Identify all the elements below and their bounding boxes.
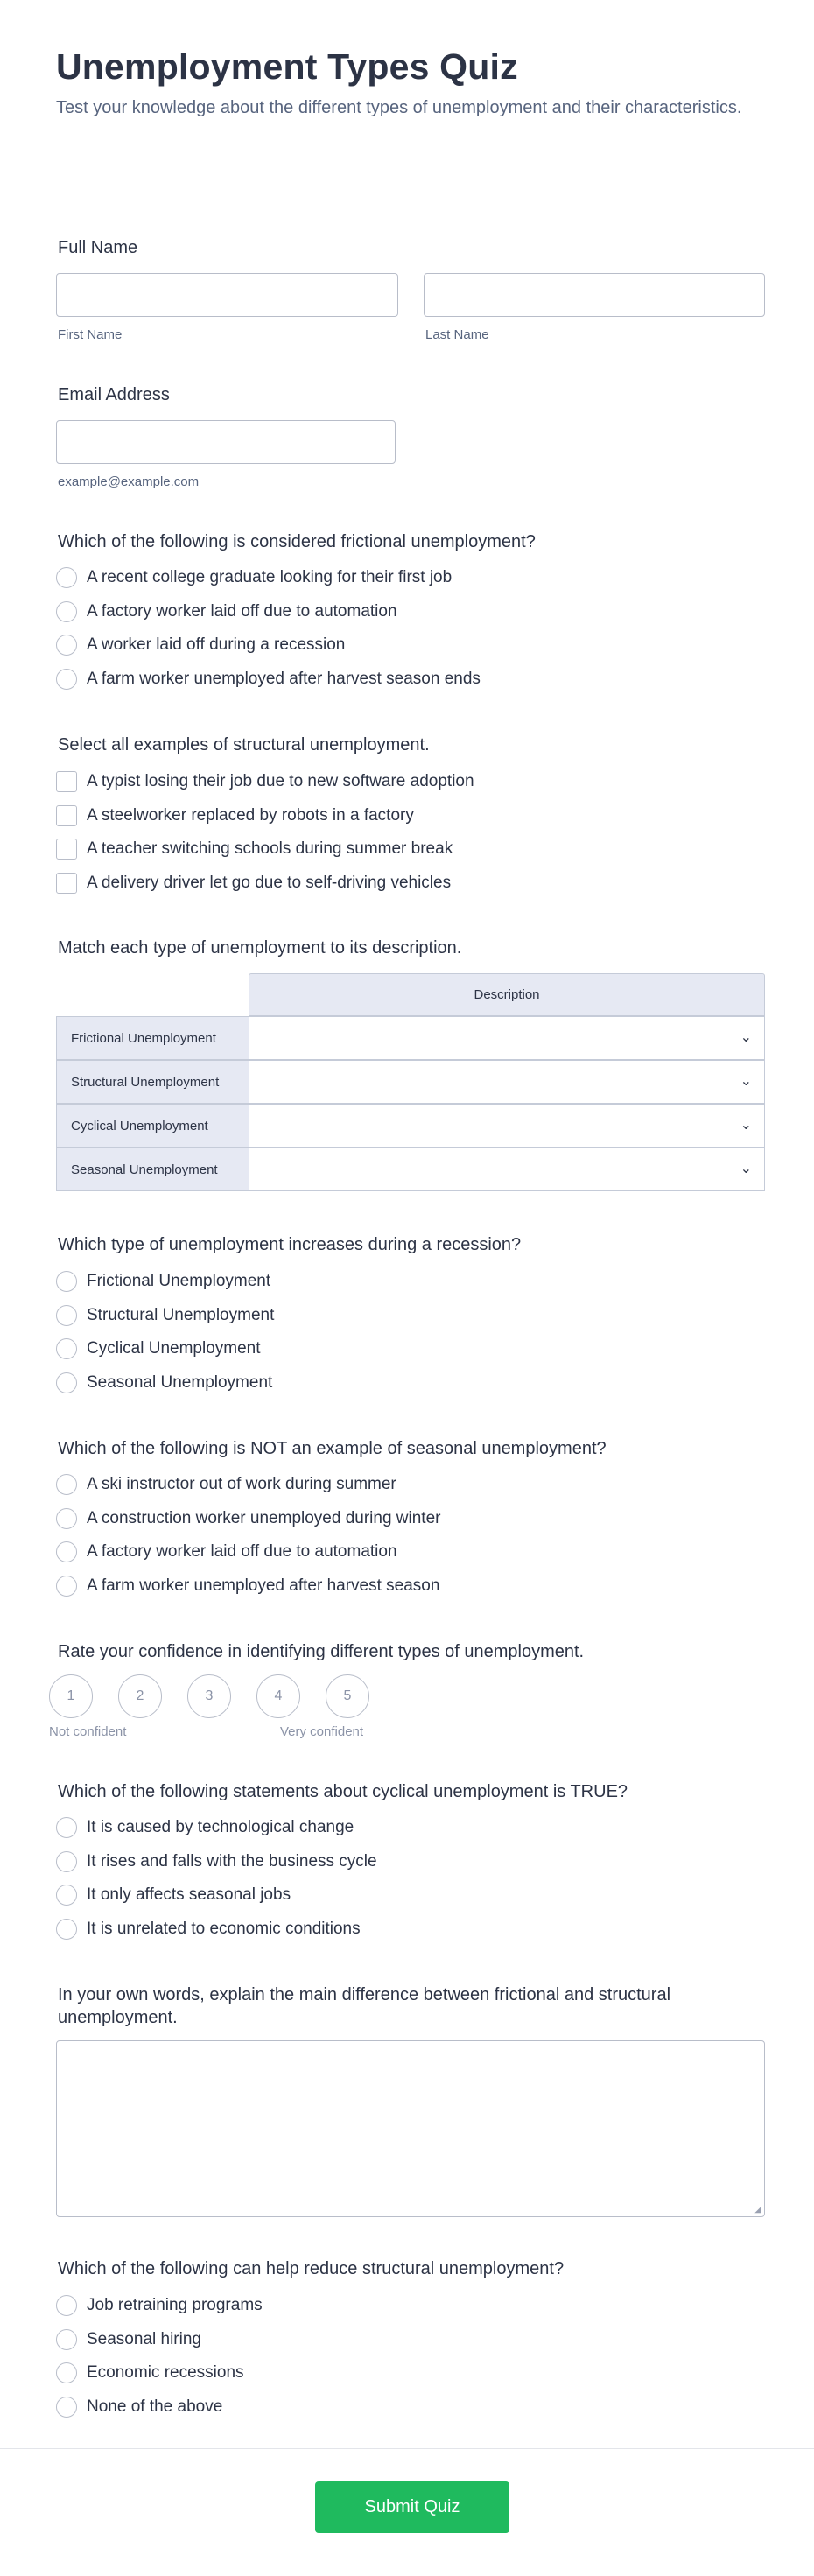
- rating-low-label: Not confident: [49, 1724, 127, 1739]
- radio-option[interactable]: A recent college graduate looking for their first job: [56, 566, 452, 589]
- checkbox-option[interactable]: A typist losing their job due to new software adoption: [56, 770, 474, 793]
- radio-circle[interactable]: [56, 1885, 77, 1906]
- question-reduce-structural: [56, 2257, 765, 2424]
- radio-option[interactable]: None of the above: [56, 2396, 222, 2418]
- question-label: Match each type of unemployment to its description.: [58, 938, 462, 958]
- question-label: Which of the following is NOT an example of seasonal unemployment?: [58, 1439, 607, 1458]
- radio-circle[interactable]: [56, 2295, 77, 2316]
- rating-option-5[interactable]: 5: [326, 1674, 369, 1718]
- radio-option[interactable]: Frictional Unemployment: [56, 1270, 270, 1293]
- radio-option[interactable]: Economic recessions: [56, 2362, 244, 2384]
- checkbox-box[interactable]: [56, 805, 77, 826]
- radio-option[interactable]: A factory worker laid off due to automation: [56, 600, 397, 623]
- matrix-dropdown[interactable]: [249, 1104, 765, 1148]
- email-label: Email Address: [58, 385, 170, 404]
- radio-circle[interactable]: [56, 1576, 77, 1597]
- question-label: Rate your confidence in identifying different types of unemployment.: [58, 1642, 585, 1661]
- radio-circle[interactable]: [56, 1271, 77, 1292]
- radio-circle[interactable]: [56, 2362, 77, 2383]
- radio-circle[interactable]: [56, 635, 77, 656]
- radio-option[interactable]: It is caused by technological change: [56, 1816, 354, 1839]
- form-description: Test your knowledge about the different types of unemployment and their characteristics.: [56, 98, 742, 117]
- radio-option[interactable]: It only affects seasonal jobs: [56, 1884, 291, 1906]
- question-rating: [49, 1640, 765, 1754]
- matrix-row: [56, 1148, 765, 1191]
- radio-circle[interactable]: [56, 1817, 77, 1838]
- question-cyclical: [56, 1780, 765, 1947]
- radio-option[interactable]: A construction worker unemployed during winter: [56, 1507, 440, 1530]
- rating-option-4[interactable]: 4: [256, 1674, 300, 1718]
- matrix-row: [56, 1016, 765, 1060]
- form-footer: [0, 2448, 814, 2576]
- email-field: [56, 383, 765, 497]
- question-label: Which of the following statements about cyclical unemployment is TRUE?: [58, 1782, 628, 1801]
- checkbox-box[interactable]: [56, 771, 77, 792]
- matrix-row: [56, 1104, 765, 1148]
- radio-circle[interactable]: [56, 1372, 77, 1393]
- rating-option-1[interactable]: 1: [49, 1674, 93, 1718]
- radio-option[interactable]: Structural Unemployment: [56, 1304, 274, 1327]
- question-matrix: [56, 937, 765, 1199]
- rating-high-label: Very confident: [280, 1724, 364, 1739]
- email-input[interactable]: [56, 420, 396, 464]
- question-explain: [56, 1983, 765, 2220]
- question-recession: [56, 1233, 765, 1400]
- rating-option-2[interactable]: 2: [118, 1674, 162, 1718]
- checkbox-option[interactable]: A delivery driver let go due to self-driving vehicles: [56, 872, 451, 895]
- radio-circle[interactable]: [56, 1919, 77, 1940]
- question-label: Which of the following can help reduce structural unemployment?: [58, 2259, 565, 2278]
- radio-option[interactable]: It is unrelated to economic conditions: [56, 1918, 361, 1941]
- full-name-field: [56, 236, 765, 350]
- matrix-dropdown[interactable]: [249, 1060, 765, 1104]
- radio-option[interactable]: A farm worker unemployed after harvest season ends: [56, 668, 481, 691]
- chevron-down-icon: ⌄: [740, 1074, 752, 1089]
- matrix-row: [56, 1060, 765, 1104]
- question-label: Which type of unemployment increases during a recession?: [58, 1235, 522, 1254]
- question-label: Select all examples of structural unemployment.: [58, 735, 430, 755]
- radio-circle[interactable]: [56, 669, 77, 690]
- radio-circle[interactable]: [56, 2397, 77, 2418]
- resize-grip-icon[interactable]: ◢: [754, 2205, 761, 2215]
- chevron-down-icon: ⌄: [740, 1118, 752, 1133]
- first-name-sublabel: First Name: [58, 327, 123, 342]
- matrix-row-label: Cyclical Unemployment: [56, 1104, 249, 1148]
- radio-circle[interactable]: [56, 2329, 77, 2350]
- radio-circle[interactable]: [56, 1474, 77, 1495]
- form-header: [0, 0, 814, 193]
- last-name-input[interactable]: [424, 273, 765, 317]
- full-name-label: Full Name: [58, 238, 138, 257]
- question-label-line-2: unemployment.: [58, 2008, 178, 2027]
- matrix-row-label: Structural Unemployment: [56, 1060, 249, 1104]
- checkbox-box[interactable]: [56, 873, 77, 894]
- matrix-row-label: Frictional Unemployment: [56, 1016, 249, 1060]
- radio-circle[interactable]: [56, 601, 77, 622]
- radio-option[interactable]: Seasonal hiring: [56, 2328, 201, 2351]
- chevron-down-icon: ⌄: [740, 1162, 752, 1176]
- checkbox-option[interactable]: A steelworker replaced by robots in a factory: [56, 804, 414, 827]
- question-structural-checkboxes: [56, 733, 765, 900]
- rating-option-3[interactable]: 3: [187, 1674, 231, 1718]
- checkbox-box[interactable]: [56, 839, 77, 860]
- question-seasonal: [56, 1437, 765, 1604]
- radio-option[interactable]: Seasonal Unemployment: [56, 1372, 272, 1394]
- radio-option[interactable]: It rises and falls with the business cycle: [56, 1850, 377, 1873]
- question-label-line-1: In your own words, explain the main difference between frictional and structural: [58, 1985, 671, 2004]
- radio-circle[interactable]: [56, 1541, 77, 1562]
- radio-circle[interactable]: [56, 1508, 77, 1529]
- first-name-input[interactable]: [56, 273, 398, 317]
- form-title: Unemployment Types Quiz: [56, 46, 518, 87]
- email-sublabel: example@example.com: [58, 474, 200, 489]
- radio-option[interactable]: A factory worker laid off due to automation: [56, 1541, 397, 1563]
- last-name-sublabel: Last Name: [425, 327, 489, 342]
- explanation-textarea[interactable]: [56, 2040, 765, 2217]
- radio-option[interactable]: A ski instructor out of work during summer: [56, 1473, 396, 1496]
- matrix-dropdown[interactable]: [249, 1148, 765, 1191]
- question-label: Which of the following is considered frictional unemployment?: [58, 532, 536, 551]
- radio-option[interactable]: A worker laid off during a recession: [56, 634, 345, 656]
- matrix-dropdown[interactable]: [249, 1016, 765, 1060]
- chevron-down-icon: ⌄: [740, 1030, 752, 1045]
- radio-circle[interactable]: [56, 567, 77, 588]
- radio-option[interactable]: A farm worker unemployed after harvest season: [56, 1575, 439, 1597]
- submit-button[interactable]: Submit Quiz: [315, 2481, 509, 2533]
- radio-circle[interactable]: [56, 1338, 77, 1359]
- matrix-column-header: Description: [249, 973, 765, 1016]
- radio-circle[interactable]: [56, 1851, 77, 1872]
- radio-option[interactable]: Job retraining programs: [56, 2294, 263, 2317]
- radio-circle[interactable]: [56, 1305, 77, 1326]
- radio-option[interactable]: Cyclical Unemployment: [56, 1337, 261, 1360]
- question-frictional: [56, 530, 765, 697]
- matrix-row-label: Seasonal Unemployment: [56, 1148, 249, 1191]
- checkbox-option[interactable]: A teacher switching schools during summer break: [56, 838, 453, 860]
